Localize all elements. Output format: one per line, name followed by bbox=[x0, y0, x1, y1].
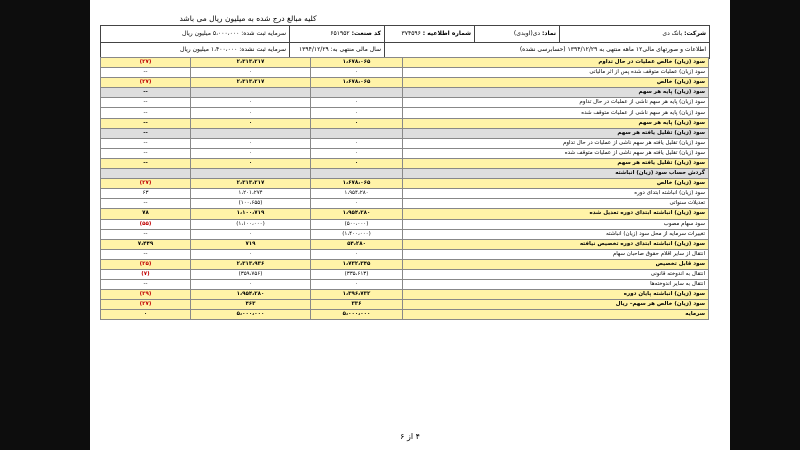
current-year-cell: (۱،۴۰۰،۰۰۰) bbox=[311, 229, 403, 239]
current-year-cell: ۱،۶۷۸،۰۶۵ bbox=[311, 179, 403, 189]
row-label-cell: سود (زیان) عملیات متوقف شده پس از اثر مالیاتی bbox=[403, 68, 709, 78]
row-label-cell: سود (زیان) خالص bbox=[403, 179, 709, 189]
table-row bbox=[101, 88, 709, 98]
change-percent-cell: ۷،۴۴۹ bbox=[101, 239, 191, 249]
change-percent-cell: -- bbox=[101, 98, 191, 108]
change-percent-cell: -- bbox=[101, 128, 191, 138]
table-row bbox=[101, 78, 709, 88]
units-note: کلیه مبالغ درج شده به میلیون ریال می باشد bbox=[179, 14, 317, 23]
prior-year-cell: ۱،۱۰۰،۷۱۹ bbox=[191, 209, 311, 219]
change-percent-cell: (۲۷) bbox=[101, 58, 191, 68]
table-row bbox=[101, 239, 709, 249]
document-page bbox=[90, 0, 730, 450]
row-label-cell: سود (زیان) تقلیل یافته هر سهم ناشی از عملیات در حال تداوم bbox=[403, 138, 709, 148]
row-label-cell: سود (زیان) انباشته ابتدای دوره تعدیل شده bbox=[403, 209, 709, 219]
change-percent-cell: -- bbox=[101, 199, 191, 209]
current-year-cell: ۰ bbox=[311, 98, 403, 108]
table-row bbox=[101, 310, 709, 320]
company-cell: شرکت: بانک دی bbox=[559, 26, 709, 42]
financial-table-body bbox=[101, 58, 709, 320]
prior-year-cell: (۳۵۹،۷۵۶) bbox=[191, 269, 311, 279]
financial-table bbox=[100, 57, 709, 320]
prior-year-cell: ۵،۰۰۰،۰۰۰ bbox=[191, 310, 311, 320]
table-row bbox=[101, 300, 709, 310]
row-label-cell: سود (زیان) انباشته ابتدای دوره تخصیص نیافته bbox=[403, 239, 709, 249]
prior-year-cell: ۰ bbox=[191, 229, 311, 239]
current-year-cell: ۱،۹۵۴،۲۸۰ bbox=[311, 189, 403, 199]
prior-year-cell: ۴۶۳ bbox=[191, 300, 311, 310]
current-year-cell: (۵۰۰،۰۰۰) bbox=[311, 219, 403, 229]
prior-year-cell: ۰ bbox=[191, 138, 311, 148]
row-label-cell: سود (زیان) خالص bbox=[403, 78, 709, 88]
prior-year-cell: (۱۰۰،۶۵۵) bbox=[191, 199, 311, 209]
row-label-cell: تغییرات سرمایه از محل سود (زیان) انباشته bbox=[403, 229, 709, 239]
current-year-cell: ۰ bbox=[311, 158, 403, 168]
current-year-cell: ۰ bbox=[311, 249, 403, 259]
page-number: ۴ از ۶ bbox=[400, 432, 420, 441]
prior-year-cell: ۰ bbox=[191, 98, 311, 108]
change-percent-cell: -- bbox=[101, 68, 191, 78]
report-title: اطلاعات و صورتهای مالی۱۲ ماهه منتهی به ۱۳۹۴/۱۲/۲۹ (حسابرسی نشده) bbox=[384, 42, 709, 58]
row-label-cell: سود قابل تخصیص bbox=[403, 259, 709, 269]
prior-year-cell: ۰ bbox=[191, 148, 311, 158]
table-row bbox=[101, 199, 709, 209]
table-row bbox=[101, 280, 709, 290]
prior-year-cell: (۱،۱۰۰،۰۰۰) bbox=[191, 219, 311, 229]
change-percent-cell: ۷۸ bbox=[101, 209, 191, 219]
prior-year-cell: ۲،۳۱۳،۲۱۷ bbox=[191, 179, 311, 189]
change-percent-cell: (۲۹) bbox=[101, 290, 191, 300]
prior-year-cell: ۷۱۹ bbox=[191, 239, 311, 249]
prior-year-cell: ۰ bbox=[191, 249, 311, 259]
row-label-cell: سرمایه bbox=[403, 310, 709, 320]
row-label-cell: سود (زیان) تقلیل یافته هر سهم ناشی از عملیات متوقف شده bbox=[403, 148, 709, 158]
change-percent-cell: -- bbox=[101, 229, 191, 239]
table-row bbox=[101, 118, 709, 128]
prior-year-cell: ۰ bbox=[191, 280, 311, 290]
current-year-cell: ۰ bbox=[311, 199, 403, 209]
change-percent-cell: (۲۷) bbox=[101, 179, 191, 189]
current-year-cell: ۵،۰۰۰،۰۰۰ bbox=[311, 310, 403, 320]
row-label-cell: انتقال به سایر اندوخته‌ها bbox=[403, 280, 709, 290]
symbol-value: دی(اوبدی) bbox=[513, 30, 541, 37]
table-row bbox=[101, 98, 709, 108]
row-label-cell: سود (زیان) پایه هر سهم ناشی از عملیات در حال تداوم bbox=[403, 98, 709, 108]
table-row bbox=[101, 158, 709, 168]
company-name: بانک دی bbox=[662, 30, 683, 37]
change-percent-cell: -- bbox=[101, 249, 191, 259]
current-year-cell bbox=[311, 128, 403, 138]
prior-year-cell: ۰ bbox=[191, 118, 311, 128]
row-label-cell: سود (زیان) تقلیل یافته هر سهم bbox=[403, 158, 709, 168]
row-label-cell: سود (زیان) پایه هر سهم bbox=[403, 118, 709, 128]
change-percent-cell: -- bbox=[101, 118, 191, 128]
current-year-cell: (۳۳۵،۶۱۳) bbox=[311, 269, 403, 279]
prior-year-cell bbox=[191, 128, 311, 138]
unregistered-capital: سرمایه ثبت نشده: ۱،۴۰۰،۰۰۰ میلیون ریال bbox=[179, 46, 286, 53]
change-percent-cell: -- bbox=[101, 88, 191, 98]
prior-year-cell bbox=[191, 88, 311, 98]
table-row bbox=[101, 169, 709, 179]
table-row bbox=[101, 179, 709, 189]
row-label-cell: سود سهام مصوب bbox=[403, 219, 709, 229]
current-year-cell bbox=[311, 169, 403, 179]
table-row bbox=[101, 229, 709, 239]
change-percent-cell: (۲۷) bbox=[101, 300, 191, 310]
change-percent-cell: -- bbox=[101, 148, 191, 158]
row-label-cell: سود (زیان) خالص عملیات در حال تداوم bbox=[403, 58, 709, 68]
current-year-cell: ۳۳۶ bbox=[311, 300, 403, 310]
industry-code: ۶۵۱۹۵۲ bbox=[330, 30, 350, 37]
table-row bbox=[101, 58, 709, 68]
row-label-cell: سود (زیان) انباشته پایان دوره bbox=[403, 290, 709, 300]
current-year-cell bbox=[311, 88, 403, 98]
prior-year-cell: ۲،۳۱۳،۲۱۷ bbox=[191, 58, 311, 68]
prior-year-cell: ۲،۳۱۳،۲۱۷ bbox=[191, 78, 311, 88]
report-header bbox=[100, 25, 710, 59]
header-row-1 bbox=[101, 26, 709, 43]
change-percent-cell: -- bbox=[101, 158, 191, 168]
fiscal-year: سال مالی منتهی به: ۱۳۹۴/۱۲/۲۹ bbox=[289, 42, 384, 58]
industry-cell: کد صنعت: ۶۵۱۹۵۲ bbox=[289, 26, 384, 42]
current-year-cell: ۵۴،۲۸۰ bbox=[311, 239, 403, 249]
table-row bbox=[101, 209, 709, 219]
header-row-2 bbox=[101, 42, 709, 58]
row-label-cell: سود (زیان) انباشته ابتدای دوره bbox=[403, 189, 709, 199]
current-year-cell: ۰ bbox=[311, 138, 403, 148]
change-percent-cell: -- bbox=[101, 138, 191, 148]
table-row bbox=[101, 189, 709, 199]
notice-cell: شماره اطلاعیه : ۳۷۴۵۹۶ bbox=[384, 26, 474, 42]
symbol-cell: نماد: دی(اوبدی) bbox=[474, 26, 559, 42]
change-percent-cell: (۲۵) bbox=[101, 259, 191, 269]
current-year-cell: ۱،۳۹۶،۷۳۲ bbox=[311, 290, 403, 300]
prior-year-cell: ۰ bbox=[191, 108, 311, 118]
table-row bbox=[101, 219, 709, 229]
prior-year-cell: ۱،۲۰۱،۲۷۴ bbox=[191, 189, 311, 199]
row-label-cell: گردش حساب سود (زیان) انباشته bbox=[403, 169, 709, 179]
row-label-cell: سود (زیان) خالص هر سهم‌– ریال bbox=[403, 300, 709, 310]
table-row bbox=[101, 148, 709, 158]
row-label-cell: انتقال به اندوخته قانونی bbox=[403, 269, 709, 279]
table-row bbox=[101, 290, 709, 300]
current-year-cell: ۱،۹۵۴،۲۸۰ bbox=[311, 209, 403, 219]
change-percent-cell: (۵۵) bbox=[101, 219, 191, 229]
table-row bbox=[101, 128, 709, 138]
current-year-cell: ۱،۷۳۲،۳۴۵ bbox=[311, 259, 403, 269]
change-percent-cell: -- bbox=[101, 108, 191, 118]
current-year-cell: ۰ bbox=[311, 148, 403, 158]
row-label-cell: سود (زیان) پایه هر سهم bbox=[403, 88, 709, 98]
change-percent-cell: (۷) bbox=[101, 269, 191, 279]
table-row bbox=[101, 108, 709, 118]
prior-year-cell: ۲،۳۱۳،۹۳۶ bbox=[191, 259, 311, 269]
current-year-cell: ۰ bbox=[311, 108, 403, 118]
change-percent-cell: ۰ bbox=[101, 310, 191, 320]
current-year-cell: ۱،۶۷۸،۰۶۵ bbox=[311, 78, 403, 88]
table-row bbox=[101, 138, 709, 148]
notice-number: ۳۷۴۵۹۶ bbox=[401, 30, 421, 37]
current-year-cell: ۰ bbox=[311, 118, 403, 128]
table-row bbox=[101, 259, 709, 269]
table-row bbox=[101, 68, 709, 78]
change-percent-cell: -- bbox=[101, 280, 191, 290]
current-year-cell: ۰ bbox=[311, 280, 403, 290]
current-year-cell: ۱،۶۷۸،۰۶۵ bbox=[311, 58, 403, 68]
prior-year-cell bbox=[191, 169, 311, 179]
row-label-cell: سود (زیان) تقلیل یافته هر سهم bbox=[403, 128, 709, 138]
prior-year-cell: ۰ bbox=[191, 68, 311, 78]
change-percent-cell bbox=[101, 169, 191, 179]
registered-capital: سرمایه ثبت شده: ۵،۰۰۰،۰۰۰ میلیون ریال bbox=[181, 30, 286, 37]
change-percent-cell: (۲۷) bbox=[101, 78, 191, 88]
prior-year-cell: ۱،۹۵۴،۲۸۰ bbox=[191, 290, 311, 300]
table-row bbox=[101, 249, 709, 259]
change-percent-cell: ۶۳ bbox=[101, 189, 191, 199]
prior-year-cell: ۰ bbox=[191, 158, 311, 168]
row-label-cell: سود (زیان) پایه هر سهم ناشی از عملیات متوقف شده bbox=[403, 108, 709, 118]
table-row bbox=[101, 269, 709, 279]
row-label-cell: انتقال از سایر اقلام حقوق صاحبان سهام bbox=[403, 249, 709, 259]
row-label-cell: تعدیلات سنواتی bbox=[403, 199, 709, 209]
current-year-cell: ۰ bbox=[311, 68, 403, 78]
